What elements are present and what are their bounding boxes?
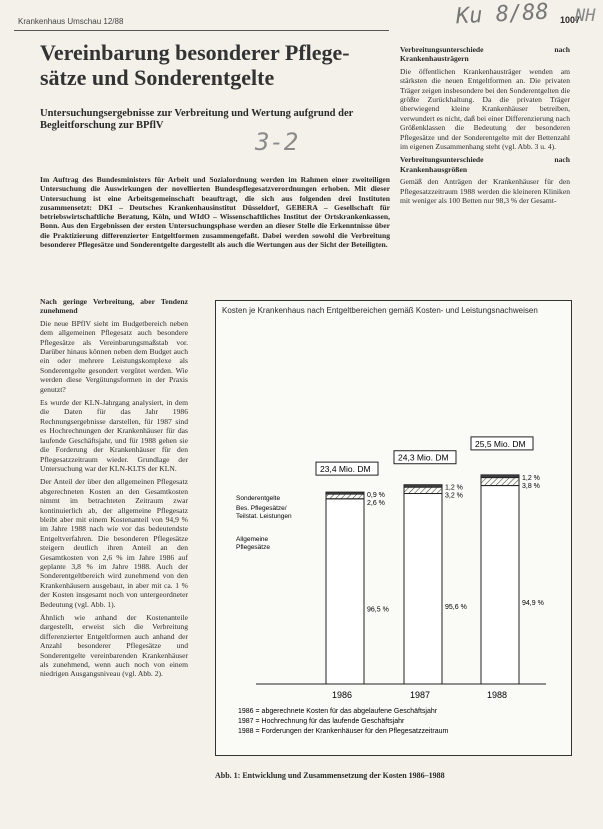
chart-svg <box>216 301 571 755</box>
figure-chart <box>215 300 572 756</box>
article-title: Vereinbarung besonderer Pflege-sätze und Sonderentgelte <box>40 40 350 90</box>
header-rule <box>14 30 389 31</box>
paragraph: Gemäß den Anträgen der Krankenhäuser für den Pflegesatzzeitraum 1988 werden die kleineren Kliniken mit weniger als 100 Betten nur 98,3 % der Gesamt- <box>400 177 570 206</box>
article-intro: Im Auftrag des Bundesministers für Arbeit und Sozialordnung werden im Rahmen einer zweiteiligen Untersuchung die Auswirkungen der novellierten Bundespflegesatzverordnungen erhoben. Mit dieser Untersuchung ist eine Arbeitsgemeinschaft beauftragt, die sich aus folgenden drei Instituten zusammensetzt: DKI – Deutsches Krankenhausinstitut Düsseldorf, GEBERA – Gesellschaft für betriebswirtschaftliche Beratung, Köln, und WIdO – Wissenschaftliches Institut der Ortskrankenkassen, Bonn. Aus den Ergebnissen der ersten Untersuchungsphase werden an dieser Stelle die Erkenntnisse über die Praktizierung differenzierter Entgeltformen zusammengefaßt. Dabei werden sowohl die Verbreitung besonderer Pflegesätze und Sonderentgelte dargestellt als auch die Wertungen aus der Sicht der Beteiligten. <box>40 175 390 250</box>
figure-caption: Abb. 1: Entwicklung und Zusammensetzung der Kosten 1986–1988 <box>215 771 445 780</box>
total-label: 24,3 Mio. DM <box>398 452 449 463</box>
x-tick-label: 1988 <box>487 690 508 700</box>
handwritten-corner-note: NH <box>575 6 596 26</box>
bar-sonderentgelte <box>326 492 364 494</box>
total-label: 23,4 Mio. DM <box>320 464 371 475</box>
page-number: 1007 <box>560 15 581 25</box>
label-allgemeine: 95,6 % <box>445 603 467 611</box>
paragraph: Es wurde der KLN-Jahrgang analysiert, in dem die Daten für das Jahr 1986 Rechnungsergebnisse darstellen, für 1987 sind es Hochrechnungen der Krankenhäuser für das laufende Geschäftsjahr, und für 1988 gehen sie die Forderung der Krankenhäuser für den Pflegesatzzeitraum wieder. Grundlage der Untersuchung war der KLN-KLTS der KLN. <box>40 398 188 473</box>
right-heading: Verbreitungsunterschiede nach Krankenhausträgern <box>400 45 570 64</box>
label-allgemeine: 94,9 % <box>522 599 544 607</box>
legend-besondere-2: Teilstat. Leistungen <box>236 512 292 520</box>
handwritten-note: Ku 8/88 <box>455 0 550 30</box>
legend-note: 1988 = Forderungen der Krankenhäuser für den Pflegesatzzeitraum <box>238 728 449 735</box>
bar-allgemeine-pflegesaetze <box>326 499 364 684</box>
label-besondere: 2,6 % <box>367 500 385 508</box>
bar-allgemeine-pflegesaetze <box>481 486 519 684</box>
left-heading: Nach geringe Verbreitung, aber Tendenz zunehmend <box>40 297 188 316</box>
label-besondere: 3,2 % <box>445 492 463 500</box>
bar-sonderentgelte <box>481 475 519 478</box>
legend-allgemeine-2: Pflegesätze <box>236 544 270 551</box>
x-tick-label: 1987 <box>410 690 431 700</box>
legend-note: 1987 = Hochrechnung für das laufende Geschäftsjahr <box>238 718 405 725</box>
bar-allgemeine-pflegesaetze <box>404 494 442 684</box>
label-sonderentgelte: 0,9 % <box>367 492 385 500</box>
legend-sonderentgelte: Sonderentgelte <box>236 494 281 502</box>
x-tick-label: 1986 <box>332 690 353 700</box>
right-heading: Verbreitungsunterschiede nach Krankenhausgrößen <box>400 155 570 174</box>
legend-allgemeine: Allgemeine <box>236 536 269 543</box>
handwritten-mid-note: 3-2 <box>255 128 299 156</box>
legend-note: 1986 = abgerechnete Kosten für das abgelaufene Geschäftsjahr <box>238 708 438 715</box>
running-head: Krankenhaus Umschau 12/88 <box>18 17 124 26</box>
paragraph: Der Anteil der über den allgemeinen Pflegesatz abgerechneten Kosten an den Gesamtkosten nimmt im betrachteten Zeitraum zwar kontinuierlich ab, der allgemeine Pflegesatz bleibt aber mit einem Kostenanteil von 94,9 % im Jahre 1988 nach wie vor das bedeutendste Entgeltverfahren. Die besonderen Pflegesätze steigern deutlich ihren Anteil an den Gesamtkosten von 2,6 % im Jahre 1986 auf geplante 3,8 % im Jahre 1988. Auch der Sonderentgeltbereich wird zunehmend von den Krankenhäusern ausgebaut, in aber mit ca. 1 % der Kosten insgesamt noch von untergeordneter Bedeutung (vgl. Abb. 1). <box>40 477 188 609</box>
chart-title: Kosten je Krankenhaus nach Entgeltbereichen gemäß Kosten- und Leistungsnachweisen <box>222 306 538 315</box>
label-sonderentgelte: 1,2 % <box>445 484 463 492</box>
paragraph: Die öffentlichen Krankenhausträger wenden am stärksten die neuen Entgeltformen an. Die privaten Träger zeigen insbesondere bei den Sonderentgelten die größte Zurückhaltung. Da die privaten Träger überwiegend kleine Krankenhäuser betreiben, verwundert es nicht, daß bei einer Differenzierung nach Größenklassen die Bedeutung der besonderen Pflegesätze und der Sonderentgelte mit der Bettenzahl im eigenen Zusammenhang steht (vgl. Abb. 3 u. 4). <box>400 66 570 152</box>
paragraph: Ähnlich wie anhand der Kostenanteile dargestellt, erweist sich die Verbreitung differenzierter Entgeltformen auch anhand der Anzahl besonderer Pflegesätze und Sonderentgelte vereinbarenden Krankenhäuser als zunehmend, wenn auch noch von einem niedrigen Ausgangsniveau (vgl. Abb. 2). <box>40 613 188 679</box>
label-sonderentgelte: 1,2 % <box>522 474 540 482</box>
label-besondere: 3,8 % <box>522 482 540 490</box>
legend-besondere: Bes. Pflegesätze/ <box>236 504 287 512</box>
left-column <box>40 297 188 683</box>
label-allgemeine: 96,5 % <box>367 606 389 614</box>
total-label: 25,5 Mio. DM <box>475 438 526 449</box>
right-column <box>400 45 570 210</box>
paragraph: Die neue BPflV sieht im Budgetbereich neben dem allgemeinen Pflegesatz auch besondere Pflegesätze als Vereinbarungsmaßstab vor. Darüber hinaus können neben dem Budget auch ein oder mehrere Leistungskomplexe als Sonderentgelte gesondert vergütet werden. Wie werden diese Vergütungsformen in der Praxis genutzt? <box>40 318 188 394</box>
bar-besondere-pflegesaetze <box>404 487 442 493</box>
bar-besondere-pflegesaetze <box>481 478 519 486</box>
bar-sonderentgelte <box>404 485 442 487</box>
article-subtitle: Untersuchungsergebnisse zur Verbreitung und Wertung aufgrund der Begleitforschung zur BPflV <box>40 108 354 131</box>
